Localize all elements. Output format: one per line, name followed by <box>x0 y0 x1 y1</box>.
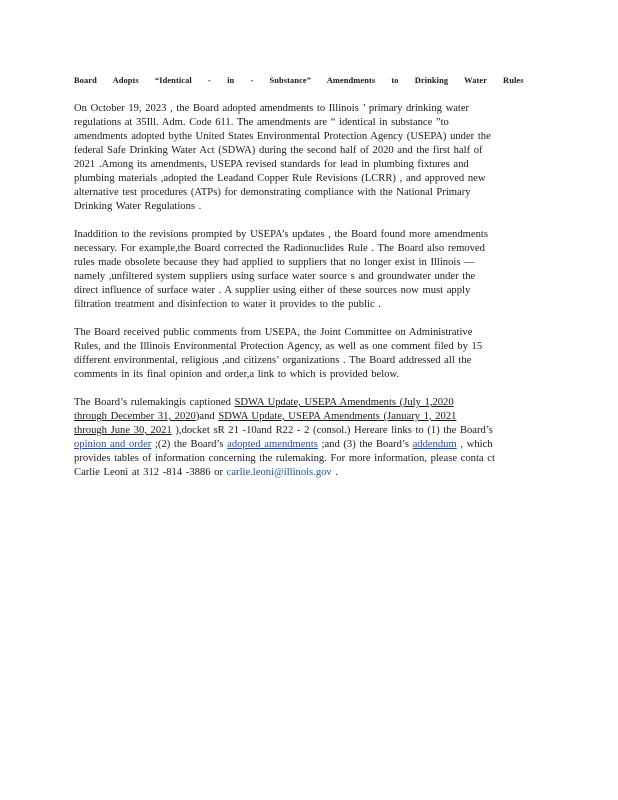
text-line: namely ,unfiltered system suppliers using surface water source s and groundwater under the <box>74 271 476 282</box>
text-run: Carlie Leoni at 312 -814 -3886 or <box>74 467 227 478</box>
text-run: ;and (3) the Board’s <box>317 439 413 450</box>
opinion-and-order-link[interactable]: opinion and order <box>74 439 152 450</box>
text-line: alternative test procedures (ATPs) for demonstrating compliance with the National Primary <box>74 187 471 198</box>
adopted-amendments-link[interactable]: adopted amendments <box>227 439 318 450</box>
text-line: direct influence of surface water . A supplier using either of these sources now must apply <box>74 285 471 296</box>
addendum-link[interactable]: addendum <box>412 439 457 450</box>
document-title: Board Adopts “Identical - in - Substance” Amendments to Drinking Water Rules <box>74 76 524 85</box>
text-run: , which <box>456 439 493 450</box>
text-line <box>74 396 544 410</box>
text-line: different environmental, religious ,and citizens’ organizations . The Board addressed all the <box>74 355 472 366</box>
text-line: plumbing materials ,adopted the Leadand Copper Rule Revisions (LCRR) , and approved new <box>74 173 486 184</box>
paragraph-adoption <box>74 102 544 214</box>
document-body <box>74 74 544 494</box>
text-line: regulations at 35Ill. Adm. Code 611. The amendments are “ identical in substance ”to <box>74 117 449 128</box>
text-line: On October 19, 2023 , the Board adopted amendments to Illinois ’ primary drinking water <box>74 103 470 114</box>
text-line: Drinking Water Regulations . <box>74 201 202 212</box>
caption-title-2: SDWA Update, USEPA Amendments (January 1, 2021 <box>218 411 457 422</box>
text-line: comments in its final opinion and order,a link to which is provided below. <box>74 369 400 380</box>
text-line: rules made obsolete because they had applied to suppliers that no longer exist in Illinois — <box>74 257 475 268</box>
paragraph-revisions <box>74 228 544 312</box>
text-line: The Board received public comments from USEPA, the Joint Committee on Administrative <box>74 327 473 338</box>
text-run: ),docket sR 21 -10and R22 - 2 (consol.) Hereare links to (1) the Board’s <box>171 425 493 436</box>
text-line <box>74 438 544 452</box>
paragraph-links <box>74 396 544 480</box>
text-run: ;(2) the Board’s <box>151 439 228 450</box>
email-link[interactable]: carlie.leoni@illinois.gov <box>226 467 332 478</box>
caption-title-2-end: through June 30, 2021 <box>74 425 172 436</box>
text-line <box>74 424 544 438</box>
text-line: filtration treatment and disinfection to water it provides to the public . <box>74 299 381 310</box>
paragraph-comments <box>74 326 544 382</box>
text-line: federal Safe Drinking Water Act (SDWA) during the second half of 2020 and the first half of <box>74 145 483 156</box>
text-run: The Board’s rulemakingis captioned <box>74 397 235 408</box>
caption-title-1: SDWA Update, USEPA Amendments (July 1,2020 <box>234 397 454 408</box>
text-line: Inaddition to the revisions prompted by USEPA’s updates , the Board found more amendments <box>74 229 488 240</box>
text-line: Rules, and the Illinois Environmental Protection Agency, as well as one comment filed by 15 <box>74 341 483 352</box>
text-line: necessary. For example,the Board corrected the Radionuclides Rule . The Board also removed <box>74 243 485 254</box>
text-run: )and <box>195 411 219 422</box>
text-line <box>74 466 544 480</box>
caption-title-1-end: through December 31, 2020 <box>74 411 196 422</box>
text-line: provides tables of information concerning the rulemaking. For more information, please conta ct <box>74 453 495 464</box>
text-line: 2021 .Among its amendments, USEPA revised standards for lead in plumbing fixtures and <box>74 159 469 170</box>
text-run: . <box>331 467 339 478</box>
text-line: amendments adopted bythe United States Environmental Protection Agency (USEPA) under the <box>74 131 491 142</box>
text-line <box>74 410 544 424</box>
